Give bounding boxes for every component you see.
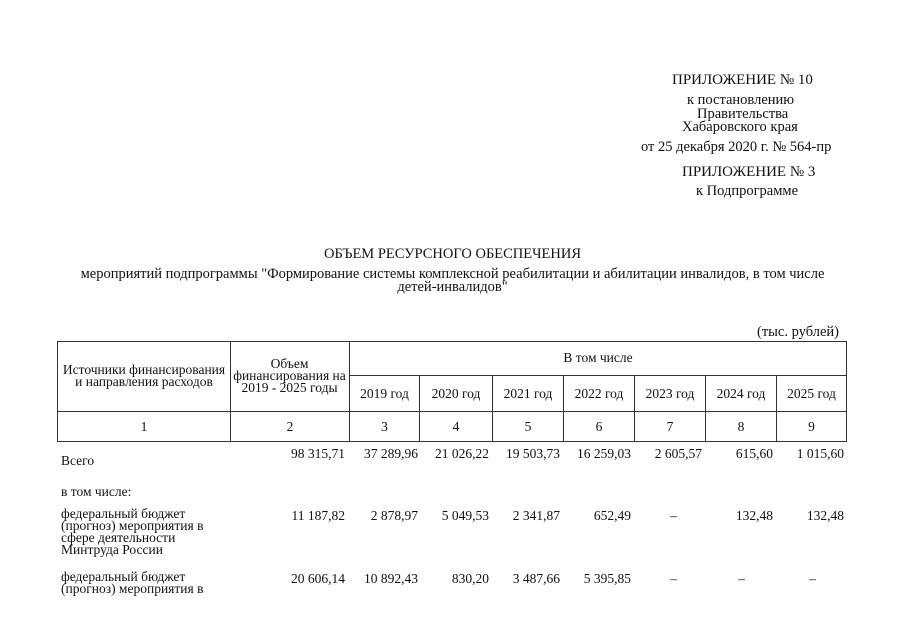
appendix-3-title: ПРИЛОЖЕНИЕ № 3 <box>682 164 816 180</box>
cell-value: 5 395,85 <box>583 571 631 586</box>
header-year: 2020 год <box>431 386 481 401</box>
header-year: 2025 год <box>787 386 836 401</box>
header-year: 2022 год <box>574 386 624 401</box>
cell-value: 37 289,96 <box>364 446 418 461</box>
cell-value: – <box>670 508 677 523</box>
column-number: 7 <box>666 418 674 434</box>
cell-value: 10 892,43 <box>364 571 418 586</box>
cell-value: 16 259,03 <box>577 446 631 461</box>
document-subtitle-line2: детей-инвалидов" <box>397 279 508 295</box>
column-number: 2 <box>286 418 294 434</box>
row-label: в том числе: <box>61 484 132 499</box>
cell-value: 98 315,71 <box>291 446 345 461</box>
cell-value: – <box>670 571 677 586</box>
document-title: ОБЪЕМ РЕСУРСНОГО ОБЕСПЕЧЕНИЯ <box>323 246 582 262</box>
cell-value: 2 341,87 <box>512 508 560 523</box>
column-number: 5 <box>524 418 532 434</box>
cell-value: 19 503,73 <box>506 446 560 461</box>
header-year: 2021 год <box>503 386 553 401</box>
header-region: Хабаровского края <box>682 119 798 135</box>
cell-value: 2 605,57 <box>654 446 702 461</box>
cell-value: 21 026,22 <box>435 446 489 461</box>
unit-label: (тыс. рублей) <box>757 324 839 340</box>
header-government: Правительства <box>697 106 789 122</box>
row-label: Всего <box>61 453 95 468</box>
column-number: 1 <box>140 418 148 434</box>
header-date-number: от 25 декабря 2020 г. № 564-пр <box>641 139 832 155</box>
cell-value: 830,20 <box>451 571 489 586</box>
cell-value: – <box>738 571 745 586</box>
column-number: 8 <box>737 418 745 434</box>
header-to-subprogram: к Подпрограмме <box>696 183 799 199</box>
column-number: 3 <box>381 418 388 434</box>
row-label: федеральный бюджет (прогноз) мероприятия в сфере деятельности Минтруда России <box>61 506 204 557</box>
cell-value: 5 049,53 <box>441 508 489 523</box>
header-total-volume: Объем финансирования на 2019 - 2025 годы <box>233 356 346 395</box>
cell-value: 1 015,60 <box>796 446 844 461</box>
cell-value: 132,48 <box>806 508 844 523</box>
appendix-10-title: ПРИЛОЖЕНИЕ № 10 <box>672 72 813 88</box>
row-label: федеральный бюджет (прогноз) мероприятия в <box>61 569 204 596</box>
header-sources: Источники финансирования и направления расходов <box>62 362 226 389</box>
header-year: 2024 год <box>716 386 766 401</box>
column-number: 4 <box>452 418 460 434</box>
header-year: 2019 год <box>360 386 409 401</box>
column-number: 9 <box>808 418 815 434</box>
header-in-that-number: В том числе <box>563 350 633 365</box>
cell-value: 20 606,14 <box>291 571 345 586</box>
cell-value: 3 487,66 <box>512 571 560 586</box>
cell-value: 2 878,97 <box>370 508 418 523</box>
cell-value: – <box>809 571 816 586</box>
cell-value: 652,49 <box>593 508 631 523</box>
cell-value: 615,60 <box>735 446 773 461</box>
column-number: 6 <box>595 418 603 434</box>
document-subtitle-line1: мероприятий подпрограммы "Формирование системы комплексной реабилитации и абилитации инвалидов, в том числе <box>80 266 825 282</box>
header-year: 2023 год <box>645 386 695 401</box>
cell-value: 132,48 <box>735 508 773 523</box>
header-to-resolution: к постановлению <box>687 92 795 108</box>
table-header <box>57 341 847 442</box>
cell-value: 11 187,82 <box>291 508 345 523</box>
